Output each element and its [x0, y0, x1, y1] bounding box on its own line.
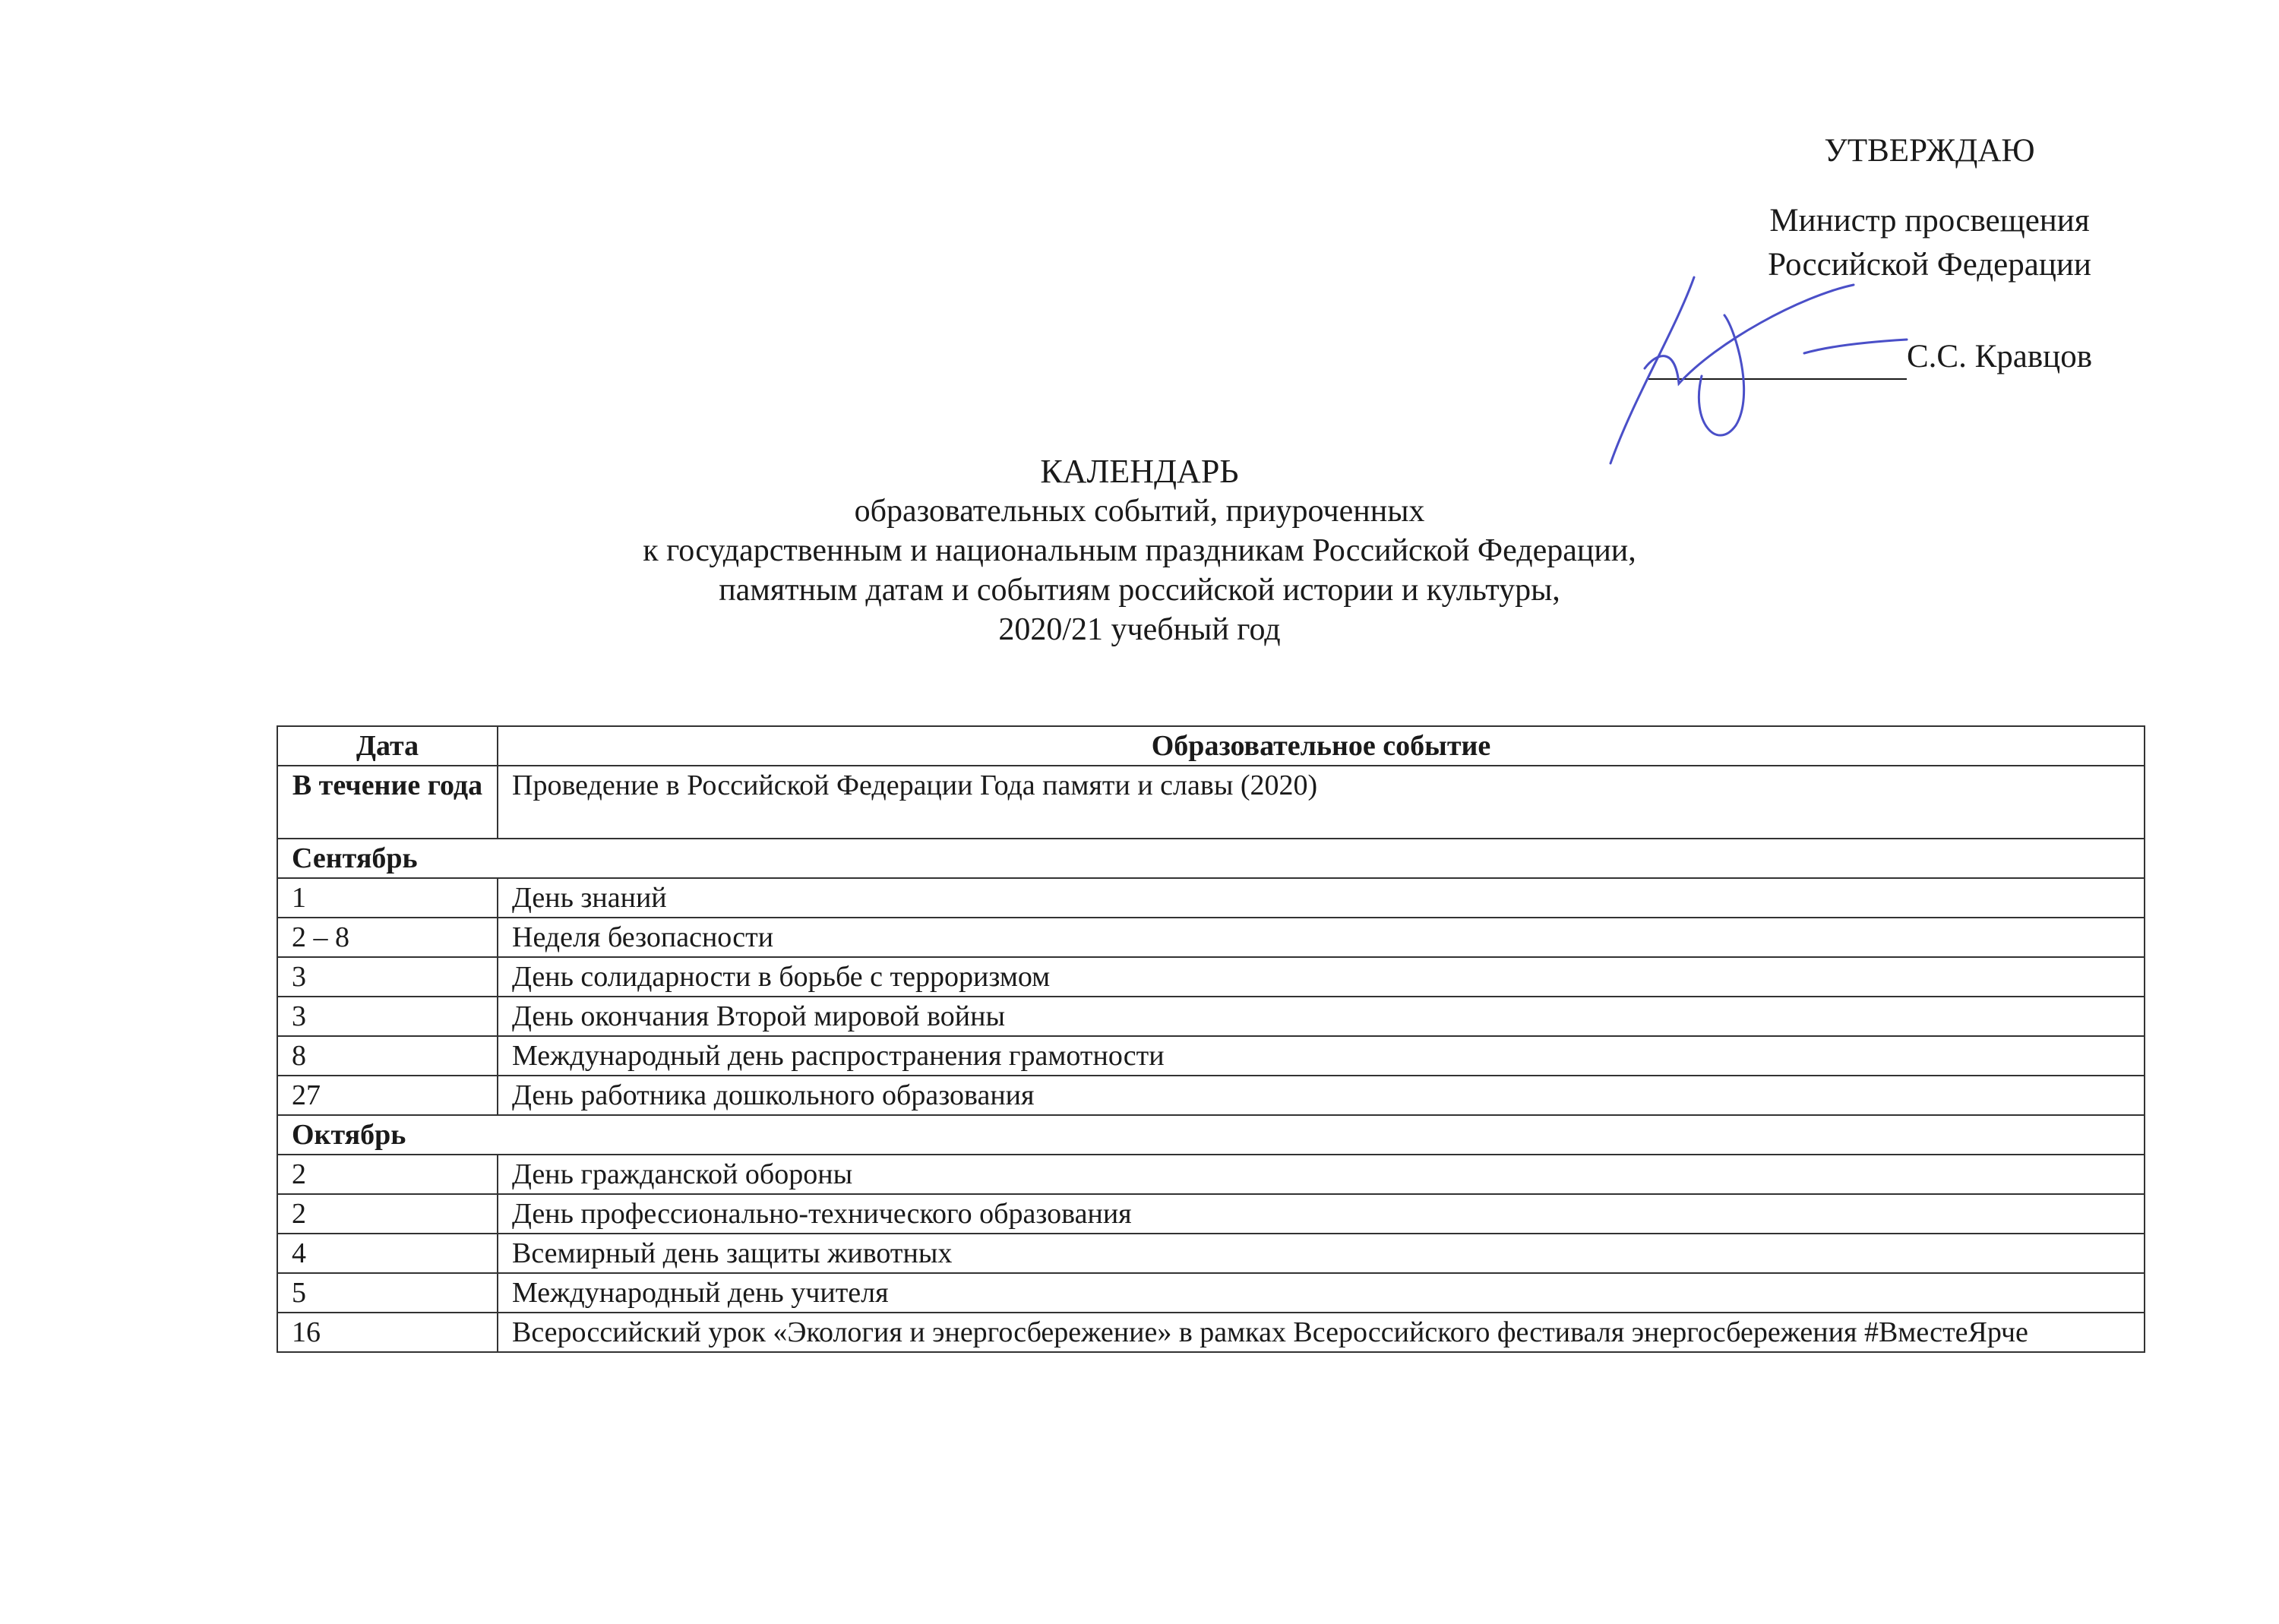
month-row — [277, 1115, 2145, 1155]
event-cell: День солидарности в борьбе с терроризмом — [498, 957, 2145, 997]
date-cell: 2 — [277, 1155, 498, 1194]
event-cell: Проведение в Российской Федерации Года памяти и славы (2020) — [498, 766, 2145, 839]
date-cell: 2 – 8 — [277, 918, 498, 957]
date-cell: 1 — [277, 878, 498, 918]
title-line-2: образовательных событий, приуроченных — [854, 494, 1425, 529]
date-cell: 3 — [277, 997, 498, 1036]
table-row — [277, 1076, 2145, 1115]
table-row — [277, 997, 2145, 1036]
table-row — [277, 1194, 2145, 1234]
month-row — [277, 839, 2145, 878]
table-row — [277, 1234, 2145, 1273]
table-header-row — [277, 726, 2145, 766]
approver-position-line2: Российской Федерации — [1768, 247, 2091, 283]
table-row — [277, 878, 2145, 918]
month-label: Октябрь — [277, 1115, 2145, 1155]
month-label: Сентябрь — [277, 839, 2145, 878]
event-cell: День гражданской обороны — [498, 1155, 2145, 1194]
event-cell: День профессионально-технического образования — [498, 1194, 2145, 1234]
date-cell: 27 — [277, 1076, 498, 1115]
date-cell: 3 — [277, 957, 498, 997]
event-cell: Международный день учителя — [498, 1273, 2145, 1313]
approver-name: С.С. Кравцов — [1907, 339, 2092, 374]
title-line-3: к государственным и национальным праздникам Российской Федерации, — [643, 533, 1636, 568]
event-cell: Международный день распространения грамотности — [498, 1036, 2145, 1076]
handwritten-signature — [1603, 270, 1937, 475]
approver-position-line1: Министр просвещения — [1769, 203, 2090, 239]
date-cell: 16 — [277, 1313, 498, 1352]
title-line-4: памятным датам и событиям российской истории и культуры, — [719, 573, 1560, 608]
event-cell: Неделя безопасности — [498, 918, 2145, 957]
header-date: Дата — [277, 726, 498, 766]
table-row — [277, 1313, 2145, 1352]
approval-heading: УТВЕРЖДАЮ — [1824, 133, 2035, 169]
table-row — [277, 766, 2145, 839]
event-cell: День работника дошкольного образования — [498, 1076, 2145, 1115]
date-cell: В течение года — [277, 766, 498, 839]
date-cell: 2 — [277, 1194, 498, 1234]
table-row — [277, 1273, 2145, 1313]
event-cell: День окончания Второй мировой войны — [498, 997, 2145, 1036]
events-table — [277, 725, 2145, 1353]
title-line-5: 2020/21 учебный год — [998, 612, 1281, 647]
table-row — [277, 1036, 2145, 1076]
table-row — [277, 957, 2145, 997]
table-row — [277, 1155, 2145, 1194]
event-cell: Всемирный день защиты животных — [498, 1234, 2145, 1273]
date-cell: 4 — [277, 1234, 498, 1273]
table-row — [277, 918, 2145, 957]
date-cell: 8 — [277, 1036, 498, 1076]
approval-block — [1702, 129, 2157, 287]
date-cell: 5 — [277, 1273, 498, 1313]
document-title — [380, 452, 1899, 649]
event-cell: День знаний — [498, 878, 2145, 918]
event-cell: Всероссийский урок «Экология и энергосбережение» в рамках Всероссийского фестиваля энергосбережения #ВместеЯрче — [498, 1313, 2145, 1352]
header-event: Образовательное событие — [498, 726, 2145, 766]
title-line-1: КАЛЕНДАРЬ — [1040, 453, 1239, 490]
